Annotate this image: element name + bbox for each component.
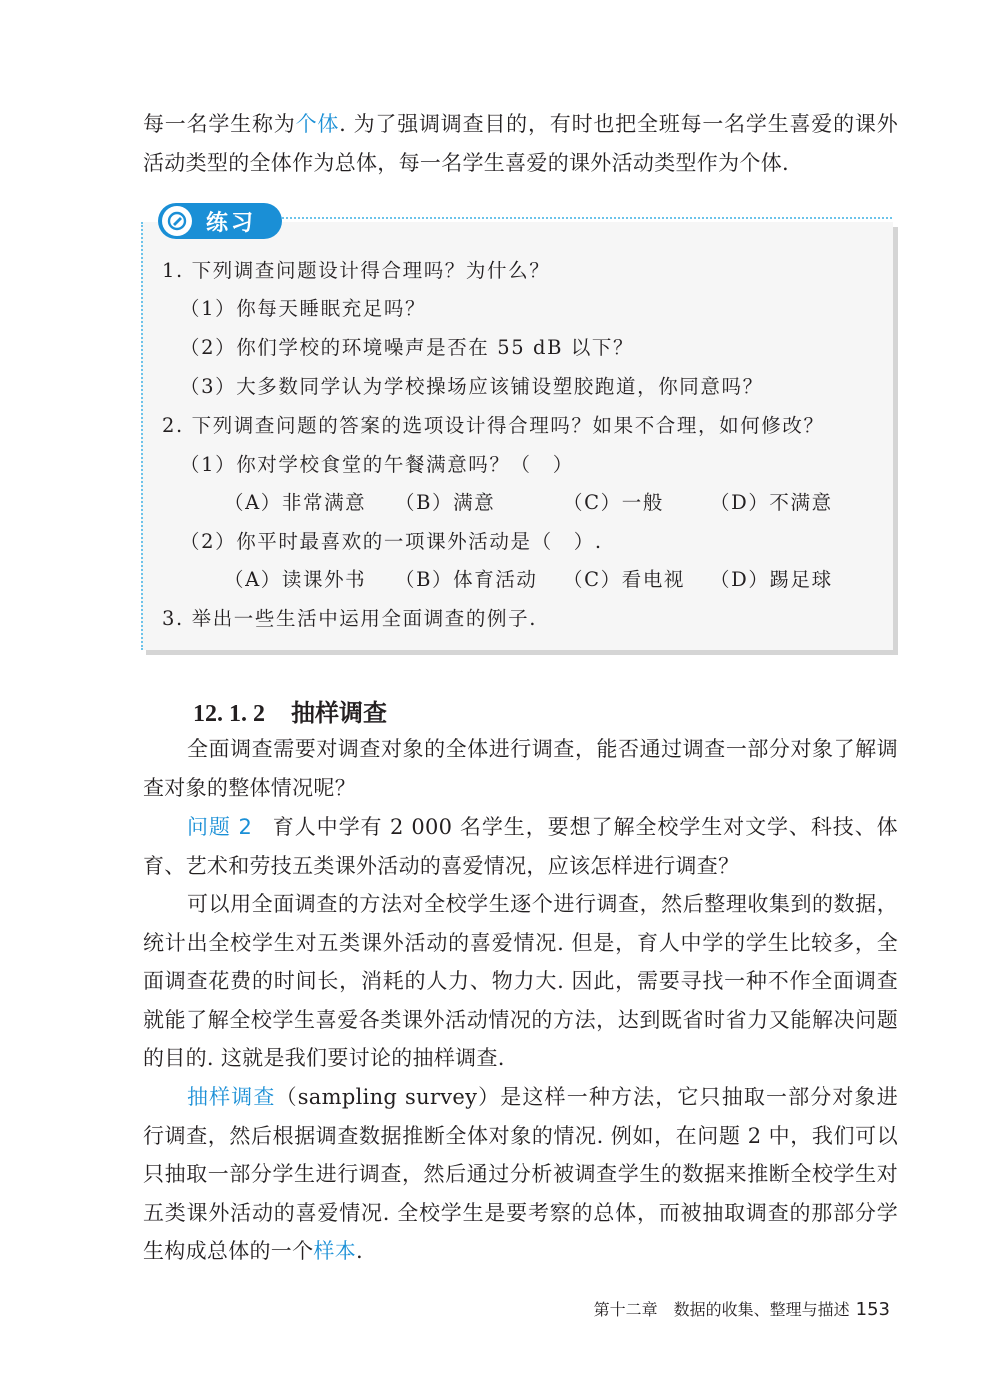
question-2: 2. 下列调查问题的答案的选项设计得合理吗？如果不合理，如何修改？	[162, 414, 825, 437]
exercise-title: 练习	[206, 211, 257, 236]
page-number: 153	[855, 1299, 890, 1320]
question-1: 1. 下列调查问题设计得合理吗？为什么？	[162, 259, 551, 282]
question-1-2: （2）你们学校的环境噪声是否在 55 dB 以下？	[180, 336, 635, 359]
question-2-1: （1）你对学校食堂的午餐满意吗？（ ）	[180, 453, 574, 476]
intro-paragraph: 每一名学生称为个体. 为了强调调查目的，有时也把全班每一名学生喜爱的课外活动类型的全体作为总体，每一名学生喜爱的课外活动类型作为个体.	[143, 112, 898, 175]
chapter-title: 第十二章 数据的收集、整理与描述	[593, 1300, 850, 1319]
question-1-3: （3）大多数同学认为学校操场应该铺设塑胶跑道，你同意吗？	[180, 375, 764, 398]
question-2-2: （2）你平时最喜欢的一项课外活动是（ ）.	[180, 530, 603, 553]
page-footer	[594, 1297, 890, 1320]
paragraph-3: 抽样调查（sampling survey）是这样一种方法，它只抽取一部分对象进行调查，然后根据调查数据推断全体对象的情况. 例如，在问题 2 中，我们可以只抽取一部分学生进行调查，然后通过分析被调查学生的数据来推断全校学生对五类课外活动的喜爱情况. 全校学生是要考察的总体，而被抽取调查的那部分学生构成总体的一个样本.	[143, 1085, 898, 1264]
section-number: 12. 1. 2	[193, 701, 265, 727]
option-b: （B）体育活动	[395, 568, 538, 591]
paragraph-2: 可以用全面调查的方法对全校学生逐个进行调查，然后整理收集到的数据，统计出全校学生对五类课外活动的喜爱情况. 但是，育人中学的学生比较多，全面调查花费的时间长，消耗的人力、物力大. 因此，需要寻找一种不作全面调查就能了解全校学生喜爱各类课外活动情况的方法，达到既省时省力又能解决问题的目的. 这就是我们要讨论的抽样调查.	[143, 892, 898, 1071]
term-sampling-survey: 抽样调查	[187, 1085, 276, 1109]
exercise-tab	[158, 203, 282, 239]
pencil-icon	[162, 206, 192, 236]
option-a: （A）非常满意	[224, 491, 367, 514]
question-1-1: （1）你每天睡眠充足吗？	[180, 297, 427, 320]
option-c: （C）一般	[563, 491, 664, 514]
option-a: （A）读课外书	[224, 568, 367, 591]
option-d: （D）不满意	[710, 491, 833, 514]
section-title: 抽样调查	[291, 699, 387, 727]
question-3: 3. 举出一些生活中运用全面调查的例子.	[162, 607, 538, 630]
section-heading	[193, 693, 387, 728]
problem-label: 问题 2	[187, 815, 253, 839]
option-c: （C）看电视	[563, 568, 686, 591]
term-individual: 个体	[295, 112, 340, 136]
option-d: （D）踢足球	[710, 568, 833, 591]
term-sample: 样本	[313, 1239, 357, 1264]
problem-paragraph: 问题 2 育人中学有 2 000 名学生，要想了解全校学生对文学、科技、体育、艺术和劳技五类课外活动的喜爱情况，应该怎样进行调查？	[143, 815, 898, 878]
paragraph-1: 全面调查需要对调查对象的全体进行调查，能否通过调查一部分对象了解调查对象的整体情况呢？	[143, 737, 898, 800]
option-b: （B）满意	[395, 491, 496, 514]
exercise-divider	[270, 217, 892, 219]
